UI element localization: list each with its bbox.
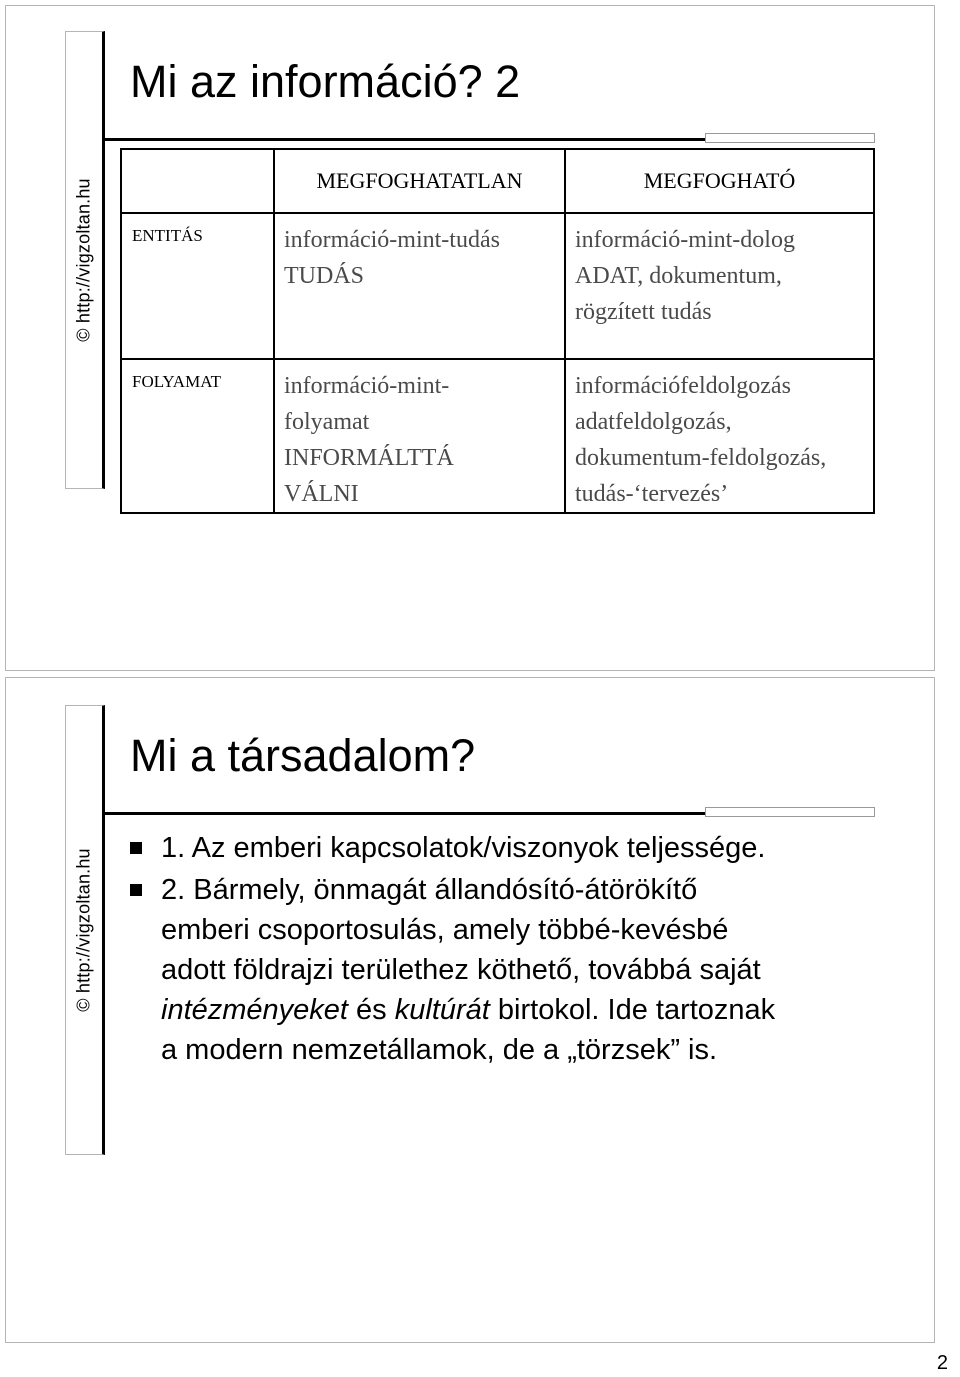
- table-corner-cell: [121, 149, 274, 213]
- header-intangible: MEGFOGHATATLAN: [274, 149, 565, 213]
- list-item: [128, 828, 868, 868]
- page-number: 2: [936, 1352, 948, 1374]
- bullet-text-fragment: birtokol. Ide tartoznak: [489, 994, 776, 1026]
- cell-line: adatfeldolgozás,: [575, 409, 732, 435]
- cell-entity-tangible: [565, 213, 874, 359]
- row-label-entity: ENTITÁS: [121, 213, 274, 359]
- emphasis-text: intézményeket: [161, 994, 348, 1026]
- bullet-list: [128, 828, 868, 1072]
- slide-1-rule-box: [705, 133, 875, 143]
- cell-line: rögzített tudás: [575, 299, 712, 325]
- bullet-text-line: [161, 990, 868, 1030]
- bullet-text-line: a modern nemzetállamok, de a „törzsek” is.: [161, 1034, 718, 1066]
- square-bullet-icon: [130, 884, 142, 896]
- cell-line: tudás-‘tervezés’: [575, 481, 729, 507]
- cell-line: információ-mint-tudás: [284, 227, 500, 253]
- slide-2-side-text: © http://vigzoltan.hu: [73, 848, 94, 1012]
- cell-entity-intangible: [274, 213, 565, 359]
- cell-line: INFORMÁLTTÁ: [284, 445, 454, 471]
- bullet-text-line: adott földrajzi területhez köthető, továbbá saját: [161, 954, 761, 986]
- emphasis-text: kultúrát: [394, 994, 490, 1026]
- bullet-text-line: 2. Bármely, önmagát állandósító-átörökítő: [161, 874, 698, 906]
- bullet-text: 1. Az emberi kapcsolatok/viszonyok teljessége.: [161, 832, 766, 864]
- cell-line: folyamat: [284, 409, 370, 435]
- row-label-process: FOLYAMAT: [121, 359, 274, 513]
- cell-line: információ-mint-dolog: [575, 227, 795, 253]
- cell-line: információ-mint-: [284, 373, 450, 399]
- slide-1-side-text: © http://vigzoltan.hu: [73, 178, 94, 342]
- slide-2-title: Mi a társadalom?: [130, 730, 476, 781]
- cell-line: információfeldolgozás: [575, 373, 791, 399]
- bullet-text-line: emberi csoportosulás, amely többé-kevésbé: [161, 914, 729, 946]
- cell-line: ADAT, dokumentum,: [575, 263, 782, 289]
- cell-process-tangible: [565, 359, 874, 513]
- cell-line: TUDÁS: [284, 263, 365, 289]
- list-item: [128, 870, 868, 1070]
- cell-line: dokumentum-feldolgozás,: [575, 445, 827, 471]
- cell-line: VÁLNI: [284, 481, 359, 507]
- square-bullet-icon: [130, 842, 142, 854]
- bullet-text-fragment: és: [348, 994, 395, 1026]
- information-table: [120, 148, 875, 514]
- slide-2-side-bar: [65, 705, 105, 1155]
- header-tangible: MEGFOGHATÓ: [565, 149, 874, 213]
- slide-2-rule-box: [705, 807, 875, 817]
- cell-process-intangible: [274, 359, 565, 513]
- slide-1-title: Mi az információ? 2: [130, 56, 521, 107]
- slide-1-side-bar: [65, 31, 105, 489]
